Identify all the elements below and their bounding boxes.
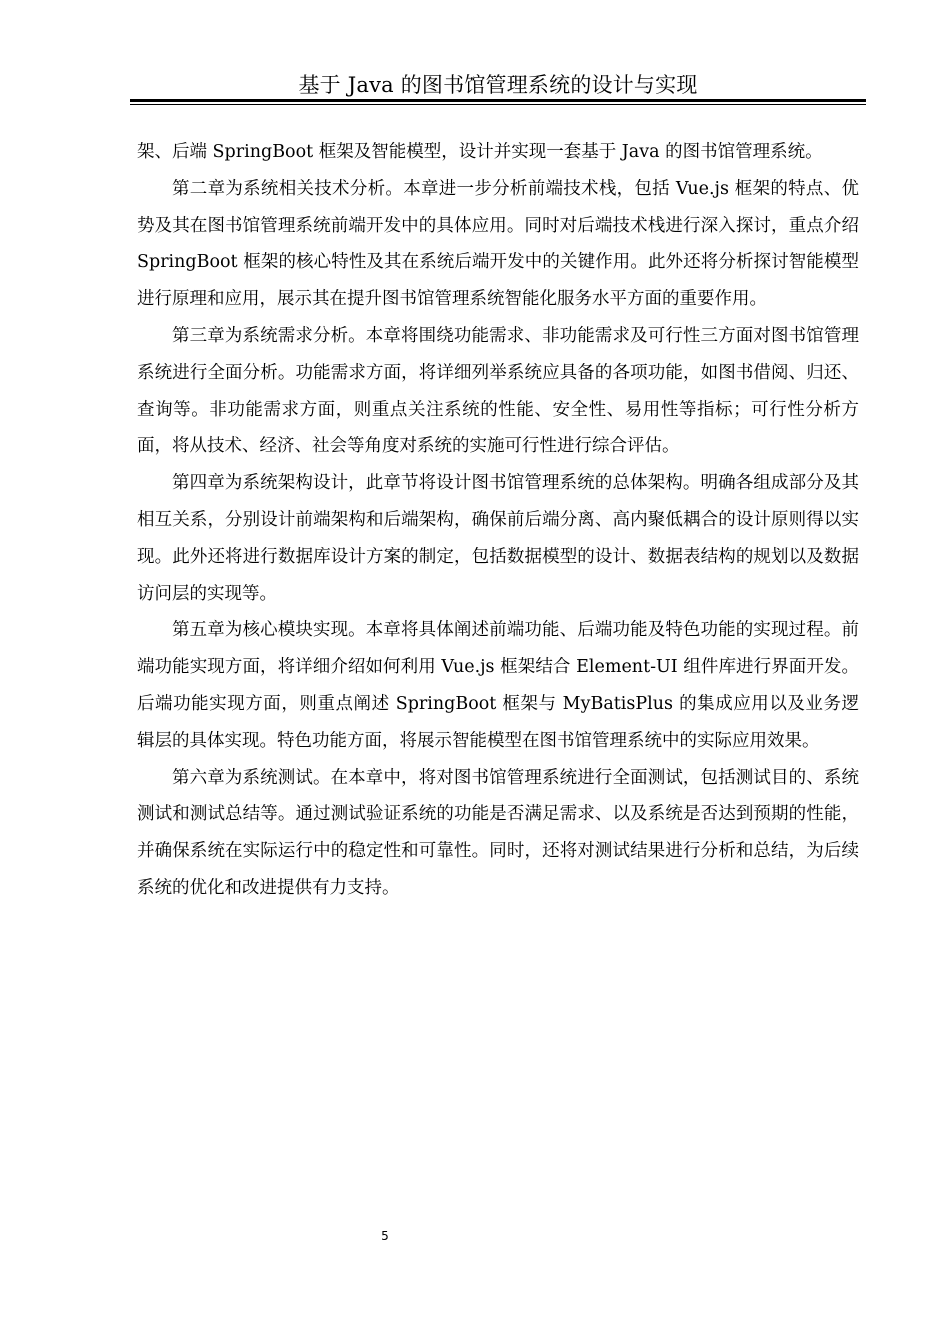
paragraph-chapter-6: 第六章为系统测试。在本章中，将对图书馆管理系统进行全面测试，包括测试目的、系统测试和测试总结等。通过测试验证系统的功能是否满足需求、以及系统是否达到预期的性能，并确保系统在实际运行中的稳定性和可靠性。同时，还将对测试结果进行分析和总结，为后续系统的优化和改进提供有力支持。 [137, 767, 859, 898]
page-number: 5 [381, 1229, 389, 1243]
running-header-title: 基于 Java 的图书馆管理系统的设计与实现 [298, 73, 698, 97]
paragraph-chapter-2: 第二章为系统相关技术分析。本章进一步分析前端技术栈，包括 Vue.js 框架的特点、优势及其在图书馆管理系统前端开发中的具体应用。同时对后端技术栈进行深入探讨，重点介绍 SpringBoot 框架的核心特性及其在系统后端开发中的关键作用。此外还将分析探讨智能模型进行原理和应用，展示其在提升图书馆管理系统智能化服务水平方面的重要作用。 [137, 178, 859, 310]
paragraph-chapter-4: 第四章为系统架构设计，此章节将设计图书馆管理系统的总体架构。明确各组成部分及其相互关系，分别设计前端架构和后端架构，确保前后端分离、高内聚低耦合的设计原则得以实现。此外还将进行数据库设计方案的制定，包括数据模型的设计、数据表结构的规划以及数据访问层的实现等。 [137, 473, 859, 604]
paragraph-chapter-3: 第三章为系统需求分析。本章将围绕功能需求、非功能需求及可行性三方面对图书馆管理系统进行全面分析。功能需求方面，将详细列举系统应具备的各项功能，如图书借阅、归还、查询等。非功能需求方面，则重点关注系统的性能、安全性、易用性等指标；可行性分析方面，将从技术、经济、社会等角度对系统的实施可行性进行综合评估。 [137, 325, 859, 457]
body-text [137, 134, 859, 907]
paragraph-continuation: 架、后端 SpringBoot 框架及智能模型，设计并实现一套基于 Java 的图书馆管理系统。 [137, 142, 823, 162]
paragraph-chapter-5: 第五章为核心模块实现。本章将具体阐述前端功能、后端功能及特色功能的实现过程。前端功能实现方面，将详细介绍如何利用 Vue.js 框架结合 Element-UI 组件库进行界面开发。后端功能实现方面，则重点阐述 SpringBoot 框架与 MyBatisPlus 的集成应用以及业务逻辑层的具体实现。特色功能方面，将展示智能模型在图书馆管理系统中的实际应用效果。 [137, 620, 859, 751]
header-rule-thick [130, 99, 866, 102]
header-rule-thin [130, 104, 866, 105]
